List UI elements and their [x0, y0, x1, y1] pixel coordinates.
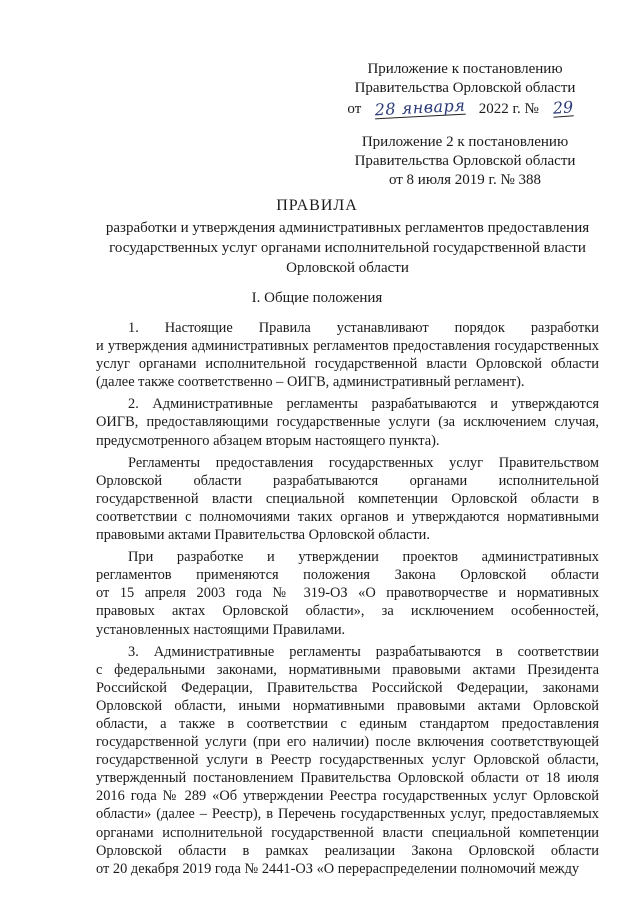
- paragraph-line: предусмотренного абзацем вторым настоящего пункта).: [96, 432, 440, 449]
- paragraph-line: 2016 года № 289 «Об утверждении Реестра государственных услуг Орловской: [96, 788, 599, 805]
- appendix-line: Правительства Орловской области: [354, 80, 576, 96]
- paragraph-line: государственной услуги (при его наличии) после включения соответствующей: [96, 734, 599, 751]
- paragraph-line: области» (далее – Реестр), в Перечень государственных услуг, предоставляемых: [96, 806, 599, 823]
- paragraph-line: 1. Настоящие Правила устанавливают порядок разработки: [128, 320, 599, 336]
- subtitle-line: государственных услуг органами исполнительной государственной власти: [109, 240, 586, 256]
- paragraph-line: Регламенты предоставления государственных услуг Правительством: [128, 454, 599, 471]
- appendix-line: Приложение к постановлению: [367, 61, 563, 77]
- document-title: ПРАВИЛА: [276, 197, 358, 214]
- paragraph: [96, 643, 599, 878]
- paragraph-line: с федеральными законами, нормативными правовыми актами Президента: [96, 661, 599, 678]
- appendix-header-original: [340, 133, 590, 190]
- paragraph-line: и утверждения административных регламентов предоставления государственных: [96, 338, 599, 355]
- paragraph-line: от 20 декабря 2019 года № 2441-ОЗ «О перераспределении полномочий между: [96, 860, 580, 877]
- paragraph-line: ОИГВ, предоставляющими государственные услуги (за исключением случая,: [96, 414, 599, 431]
- year-number-label: 2022 г. №: [478, 101, 539, 117]
- date-prefix: от: [347, 101, 362, 117]
- section-heading: I. Общие положения: [251, 290, 383, 306]
- paragraph-line: Орловской области, иными нормативными правовыми актами Орловской: [96, 697, 599, 714]
- paragraph-line: регламентов применяются положения Закона Орловской области: [96, 567, 599, 584]
- paragraph-line: Орловской области в рамках реализации Закона Орловской области: [96, 842, 599, 859]
- paragraph-line: государственной услуги в Реестр государственных услуг Орловской области,: [96, 752, 599, 769]
- paragraph: [96, 319, 599, 395]
- paragraph-line: правовых актах Орловской области», за исключением особенностей,: [96, 603, 599, 620]
- paragraph-line: Российской Федерации, Правительства Российской Федерации, законами: [96, 679, 599, 696]
- paragraph-line: 2. Административные регламенты разрабатываются и утверждаются: [128, 396, 599, 413]
- appendix-line: от 8 июля 2019 г. № 388: [388, 172, 542, 188]
- paragraph: [96, 548, 599, 642]
- document-subtitle: [95, 218, 600, 278]
- paragraph-line: области, а также в соответствии с единым стандартом предоставления: [96, 715, 599, 732]
- paragraph-line: установленных настоящими Правилами.: [96, 621, 346, 638]
- paragraph-line: государственной власти специальной компетенции Орловской области в: [96, 490, 599, 507]
- paragraph-line: от 15 апреля 2003 года № 319-ОЗ «О правотворчестве и нормативных: [96, 585, 599, 602]
- paragraph-line: соответствии с полномочиями таких органов и утверждаются нормативными: [96, 508, 599, 525]
- paragraph-line: утвержденный постановлением Правительства Орловской области от 18 июля: [96, 770, 599, 787]
- appendix-line: Правительства Орловской области: [354, 153, 576, 169]
- handwritten-number: 29: [551, 97, 574, 118]
- paragraph: [96, 454, 599, 548]
- subtitle-line: разработки и утверждения административных регламентов предоставления: [105, 220, 590, 236]
- paragraph: [96, 395, 599, 453]
- paragraph-line: Орловской области разрабатываются органами исполнительной: [96, 472, 599, 489]
- paragraph-line: услуг органами исполнительной государственной власти Орловской области: [96, 356, 599, 373]
- paragraph-line: 3. Административные регламенты разрабатываются в соответствии: [128, 643, 599, 660]
- subtitle-line: Орловской области: [286, 260, 409, 276]
- paragraph-line: органами исполнительной государственной власти специальной компетенции: [96, 824, 599, 841]
- paragraph-line: (далее также соответственно – ОИГВ, административный регламент).: [96, 374, 525, 391]
- appendix-date-row: [340, 95, 590, 120]
- appendix-header-current: [340, 60, 590, 119]
- paragraph-line: При разработке и утверждении проектов административных: [128, 549, 599, 566]
- paragraph-line: правовыми актами Правительства Орловской области.: [96, 527, 430, 544]
- handwritten-date: 28 января: [374, 95, 466, 120]
- document-body: [96, 319, 599, 878]
- appendix-line: Приложение 2 к постановлению: [361, 134, 569, 150]
